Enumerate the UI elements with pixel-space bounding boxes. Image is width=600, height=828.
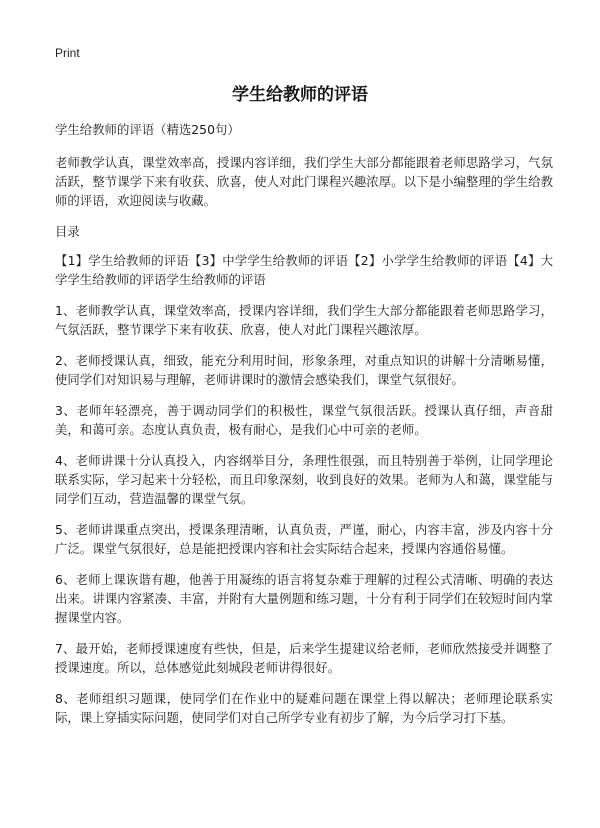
comment-item-7: 7、最开始，老师授课速度有些快，但是，后来学生提建议给老师，老师欣然接受并调整了授课速度。所以，总体感觉此刻城段老师讲得很好。: [55, 641, 553, 675]
print-link[interactable]: Print: [55, 46, 80, 60]
comment-item-5: 5、老师讲课重点突出，授课条理清晰，认真负责，严谨，耐心，内容丰富，涉及内容十分广泛。课堂气氛很好，总是能把授课内容和社会实际结合起来，授课内容通俗易懂。: [55, 522, 553, 556]
intro-paragraph: 老师教学认真，课堂效率高，授课内容详细，我们学生大部分都能跟着老师思路学习，气氛活跃，整节课学下来有收获、欣喜，使人对此门课程兴趣浓厚。以下是小编整理的学生给教师的评语，欢迎阅读与收藏。: [55, 155, 553, 208]
comment-item-6: 6、老师上课诙谐有趣，他善于用凝练的语言将复杂难于理解的过程公式清晰、明确的表达出来。讲课内容紧凑、丰富，并附有大量例题和练习题，十分有利于同学们在较短时间内掌握课堂内容。: [55, 572, 553, 625]
article-subtitle: 学生给教师的评语（精选250句）: [55, 122, 240, 137]
toc-heading: 目录: [55, 224, 80, 239]
comment-item-2: 2、老师授课认真，细致，能充分利用时间，形象条理，对重点知识的讲解十分清晰易懂，使同学们对知识易与理解，老师讲课时的激情会感染我们，课堂气氛很好。: [55, 353, 553, 387]
comment-item-8: 8、老师组织习题课，使同学们在作业中的疑难问题在课堂上得以解决；老师理论联系实际，课上穿插实际问题，使同学们对自己所学专业有初步了解，为今后学习打下基。: [55, 691, 553, 725]
article-body: [55, 120, 553, 739]
table-of-contents[interactable]: 【1】学生给教师的评语【3】中学学生给教师的评语【2】小学学生给教师的评语【4】大学学生给教师的评语学生给教师的评语: [55, 253, 553, 287]
comment-item-1: 1、老师教学认真，课堂效率高，授课内容详细，我们学生大部分都能跟着老师思路学习，气氛活跃，整节课学下来有收获、欣喜，使人对此门课程兴趣浓厚。: [55, 303, 553, 337]
comment-item-4: 4、老师讲课十分认真投入，内容纲举目分，条理性很强，而且特别善于举例，让同学理论联系实际，学习起来十分轻松，而且印象深刻，收到良好的效果。老师为人和蔼，课堂能与同学们互动，营造温馨的课堂气氛。: [55, 453, 553, 506]
page-title: 学生给教师的评语: [232, 85, 368, 105]
comment-item-3: 3、老师年轻漂亮，善于调动同学们的积极性，课堂气氛很活跃。授课认真仔细，声音甜美，和蔼可亲。态度认真负责，极有耐心，是我们心中可亲的老师。: [55, 403, 553, 437]
